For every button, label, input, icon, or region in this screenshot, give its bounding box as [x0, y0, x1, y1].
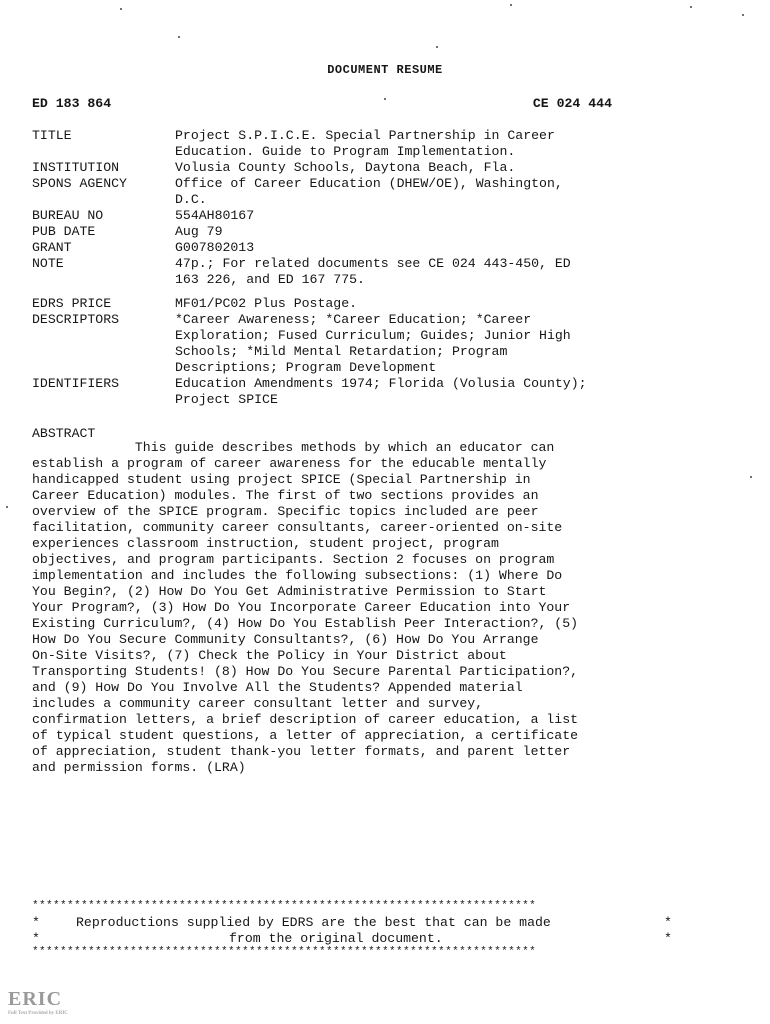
- abstract-line: overview of the SPICE program. Specific topics included are peer: [32, 504, 539, 519]
- value-line: Descriptions; Program Development: [175, 360, 437, 375]
- scan-speck: [750, 476, 752, 478]
- document-title: DOCUMENT RESUME: [327, 63, 443, 77]
- field-value-identifiers: [175, 376, 645, 408]
- abstract-line: experiences classroom instruction, student project, program: [32, 536, 499, 551]
- field-label-descriptors: DESCRIPTORS: [32, 312, 120, 327]
- value-line: Aug 79: [175, 224, 223, 239]
- value-line: Office of Career Education (DHEW/OE), Washington,: [175, 176, 563, 191]
- scan-speck: [690, 6, 692, 8]
- field-label-identifiers: IDENTIFIERS: [32, 376, 120, 391]
- notice-line-2: from the original document.: [229, 931, 443, 946]
- eric-logo-text: ERIC: [8, 988, 63, 1010]
- abstract-line: of typical student questions, a letter of appreciation, a certificate: [32, 728, 579, 743]
- scan-speck: [436, 46, 438, 48]
- scan-speck: [178, 36, 180, 38]
- value-line: Education. Guide to Program Implementation.: [175, 144, 516, 159]
- value-line: Exploration; Fused Curriculum; Guides; Junior High: [175, 328, 571, 343]
- value-line: 163 226, and ED 167 775.: [175, 272, 365, 287]
- field-label-grant: GRANT: [32, 240, 72, 255]
- field-label-bureau-no: BUREAU NO: [32, 208, 104, 223]
- abstract-line: Transporting Students! (8) How Do You Secure Parental Participation?,: [32, 664, 579, 679]
- field-label-edrs-price: EDRS PRICE: [32, 296, 112, 311]
- reproduction-notice: [32, 915, 672, 947]
- eric-logo: [8, 988, 68, 1016]
- abstract-body: [32, 440, 682, 776]
- field-value-grant: [175, 240, 645, 256]
- abstract-line: This guide describes methods by which an educator can: [32, 440, 555, 455]
- value-line: 554AH80167: [175, 208, 255, 223]
- field-value-note: [175, 256, 645, 288]
- field-label-pub-date: PUB DATE: [32, 224, 96, 239]
- star-border-bottom: ************************************************************************: [32, 946, 537, 958]
- star-border-top: ************************************************************************: [32, 900, 537, 912]
- value-line: Project SPICE: [175, 392, 278, 407]
- star-edge: *: [32, 931, 40, 946]
- field-value-edrs-price: [175, 296, 645, 312]
- field-value-pub-date: [175, 224, 645, 240]
- abstract-line: How Do You Secure Community Consultants?, (6) How Do You Arrange: [32, 632, 539, 647]
- field-label-note: NOTE: [32, 256, 64, 271]
- field-value-bureau-no: [175, 208, 645, 224]
- notice-line-1: Reproductions supplied by EDRS are the best that can be made: [76, 915, 551, 930]
- ce-number: CE 024 444: [532, 96, 612, 111]
- field-value-title: [175, 128, 645, 160]
- value-line: G007802013: [175, 240, 255, 255]
- scan-speck: [384, 98, 386, 100]
- abstract-line: and (9) How Do You Involve All the Students? Appended material: [32, 680, 523, 695]
- abstract-line: On-Site Visits?, (7) Check the Policy in Your District about: [32, 648, 507, 663]
- abstract-line: You Begin?, (2) How Do You Get Administrative Permission to Start: [32, 584, 547, 599]
- abstract-line: establish a program of career awareness for the educable mentally: [32, 456, 547, 471]
- notice-row: [32, 931, 672, 947]
- field-label-spons-agency: SPONS AGENCY: [32, 176, 127, 191]
- field-label-institution: INSTITUTION: [32, 160, 120, 175]
- value-line: MF01/PC02 Plus Postage.: [175, 296, 358, 311]
- star-edge: *: [664, 915, 672, 930]
- value-line: 47p.; For related documents see CE 024 443-450, ED: [175, 256, 571, 271]
- value-line: *Career Awareness; *Career Education; *Career: [175, 312, 532, 327]
- field-value-institution: [175, 160, 645, 176]
- abstract-label: ABSTRACT: [32, 426, 96, 441]
- eric-logo-subtext: Full Text Provided by ERIC: [8, 1011, 68, 1016]
- abstract-line: objectives, and program participants. Section 2 focuses on program: [32, 552, 555, 567]
- scan-speck: [510, 4, 512, 6]
- abstract-line: Your Program?, (3) How Do You Incorporate Career Education into Your: [32, 600, 571, 615]
- abstract-line: and permission forms. (LRA): [32, 760, 246, 775]
- value-line: Project S.P.I.C.E. Special Partnership in Career: [175, 128, 555, 143]
- notice-row: [32, 915, 672, 931]
- abstract-line: confirmation letters, a brief description of career education, a list: [32, 712, 579, 727]
- value-line: D.C.: [175, 192, 207, 207]
- field-label-title: TITLE: [32, 128, 72, 143]
- field-value-spons-agency: [175, 176, 645, 208]
- star-edge: *: [32, 915, 40, 930]
- value-line: Schools; *Mild Mental Retardation; Program: [175, 344, 508, 359]
- star-edge: *: [664, 931, 672, 946]
- abstract-line: includes a community career consultant letter and survey,: [32, 696, 484, 711]
- value-line: Education Amendments 1974; Florida (Volusia County);: [175, 376, 587, 391]
- scan-speck: [6, 506, 8, 508]
- abstract-line: Career Education) modules. The first of two sections provides an: [32, 488, 539, 503]
- scan-speck: [120, 8, 122, 10]
- value-line: Volusia County Schools, Daytona Beach, Fla.: [175, 160, 516, 175]
- abstract-line: facilitation, community career consultants, career-oriented on-site: [32, 520, 563, 535]
- field-value-descriptors: [175, 312, 645, 376]
- abstract-line: of appreciation, student thank-you letter formats, and parent letter: [32, 744, 571, 759]
- scan-speck: [742, 14, 744, 16]
- abstract-line: handicapped student using project SPICE (Special Partnership in: [32, 472, 531, 487]
- ed-number: ED 183 864: [32, 96, 112, 111]
- abstract-line: Existing Curriculum?, (4) How Do You Establish Peer Interaction?, (5): [32, 616, 579, 631]
- abstract-line: implementation and includes the following subsections: (1) Where Do: [32, 568, 563, 583]
